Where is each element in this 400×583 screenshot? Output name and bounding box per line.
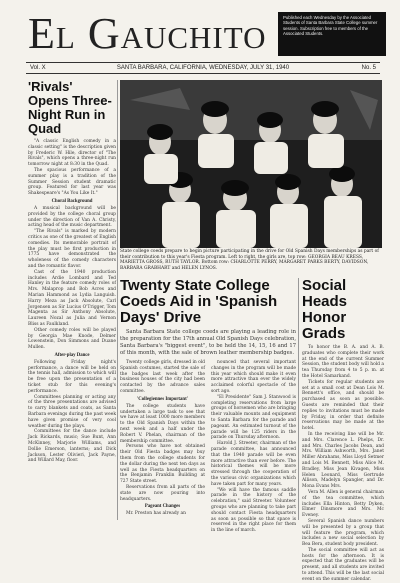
subhead: Choral Background bbox=[51, 198, 93, 204]
social-heads-article bbox=[302, 278, 384, 583]
paragraph: "A classic English comedy in a classic setting" is the description given by Frederic W. Hile, director of "The Rivals", which opens a three-night run tomorrow night at 8:30 in the Quad. bbox=[28, 139, 116, 168]
paragraph: nounced that several important changes in the program will be made this year which should make it even more attractive than ever the widely acclaimed colorful spectacle of the sort ago. bbox=[211, 360, 296, 394]
group-photo bbox=[120, 80, 382, 248]
paragraph: The college students have undertaken a large task to see that we have at least 1000 more members to the Old Spanish Days within the next week and a half under the Robert V. Phelan, chairman of the membership committee. bbox=[120, 403, 205, 444]
dateline bbox=[26, 62, 380, 74]
spanish-days-article bbox=[120, 278, 296, 534]
publisher-info-box: Published each Wednesday by the Associated Students of Santa Barbara State College summer session. Subscription free to members of the Associated Students. bbox=[278, 12, 386, 56]
rivals-article bbox=[28, 80, 116, 464]
volume-label: Vol. X bbox=[30, 65, 46, 71]
paragraph: Following Friday night's performance, a dance will be held on the tennis hall, admission to which will be free upon the presentation of a ticket stub for this evening's performance. bbox=[28, 359, 116, 394]
paragraph: "The Rivals" is marked by modern critics as one of the greatest of English comedies. Its memorable portrait of the play must be first production in 1775 have demonstrated the wholeness of the comedy characters and the romantic flavor. bbox=[28, 229, 116, 269]
paragraph: Mr. Preston has already an bbox=[126, 511, 187, 517]
newspaper-title: El Gauchito bbox=[28, 9, 267, 58]
column-rule bbox=[298, 278, 299, 520]
paragraph: A musical background will be provided by the college choral group under the direction of Van A. Christy, acting head of the music department. bbox=[28, 205, 116, 229]
headline: Social Heads Honor Grads bbox=[302, 277, 348, 342]
paragraph: Several Spanish dance numbers will be presented by a group that will feature the program, which includes a new social selection by Bea Bera, student body president. bbox=[302, 518, 384, 548]
column-rule bbox=[117, 80, 118, 520]
headline: 'Rivals' Opens Three-Night Run in Quad bbox=[28, 79, 112, 136]
paragraph: Harold J. Streeter, chairman of the parade committee, has announced that the 1940 parade will be even more attractive than ever before. The historical themes will be more stressed through the cooperation of the various civic organizations which have taken part for many years. bbox=[211, 441, 296, 487]
place-date: SANTA BARBARA, CALIFORNIA, WEDNESDAY, JULY 31, 1940 bbox=[116, 65, 290, 71]
subhead: Pageant Changes bbox=[144, 504, 181, 510]
paragraph: Persons who have not obtained their Old Fiesta badges may buy them from the college students for the dollar during the next ten days as well as the Fiesta headquarters on the Benjamin Franklin Building at 727 State street. bbox=[120, 444, 205, 485]
paragraph: Committees for the dance include Jack Rickards, music; Sue Bunt, Ann McKinney, Marjorie Williams, and Dollie Emerson, lanterns; and Dick Jackson, Lester Olivieri, Jack Payne, and Willard May, floor. bbox=[28, 429, 116, 464]
paragraph: Reservations from all parts of the state are now pouring into headquarters. bbox=[120, 484, 205, 502]
paragraph: Other comedy roles will be played by Georgia Mae Knode, Delmer Lowenstein, Don Simmons and Duane Mullen. bbox=[28, 327, 116, 351]
headline: Twenty State College Coeds Aid in 'Spanish Days' Drive bbox=[120, 277, 278, 326]
paragraph: In the receiving line will be Mr. and Mrs. Clarence L. Phelps, Dr. and Mrs. Charles Jacobs Dean, and Mrs. William Ashworth, Mrs. Janet Miller Abrahams, Miss Lloyd Setmer and Lois M. Bennett, Miss Alice M. Bradley, Miss Jean Kivagen, Miss Helen Leonard, Miss Gertrude Allison, Madelyn Spangler, and Dr. Mona Evans Mrs. bbox=[302, 431, 384, 490]
article-right-column bbox=[211, 360, 296, 534]
article-left-column bbox=[120, 360, 205, 534]
paragraph: Tickets for regular students are set at a small cost at Dean Lois M. Bennett's office, and should be purchased as soon as possible. Guests are reminded that their replies to invitations must be made by Friday, in order that definite reservations may be made at the hotel. bbox=[302, 379, 384, 432]
paragraph: Twenty college girls, dressed in old Spanish costumes, started the sale of the badges last week after the business houses of the city had been contacted by the advance sales committee. bbox=[120, 360, 205, 394]
masthead bbox=[0, 0, 400, 60]
article-columns bbox=[120, 360, 296, 534]
issue-number: No. 5 bbox=[361, 65, 376, 71]
paragraph: "El Presidente" Sam J. Stanwood is completing reservations from large groups of horsemen who are bringing their valuable mounts and equipment to Santa Barbara for the parade and pageant. An estimated turnout of the parade will be 125 riders in the parade on Thursday afternoon. bbox=[211, 394, 296, 441]
paragraph: Committees planning or acting any of the three presentations are advised to carry blankets and coats, as Santa Barbara evenings during the past week have given promise of very cool weather during the plays. bbox=[28, 394, 116, 429]
lead-paragraph: Santa Barbara State college coeds are playing a leading role in the preparation for the 17th annual Old Spanish Days celebration, Santa Barbara's "biggest event", to be held the 14, 15, 16 and 17 of this month, with the sale of brown leather membership badges. bbox=[120, 329, 296, 356]
paragraph: Vera M. Allen is general chairman of the tea committee, which includes Ella Hinton, Betty Dyken, Elmer Dinsmore and Mrs. Mc Eveney. bbox=[302, 489, 384, 519]
photo-caption: State college coeds prepare to begin picture participating in the drive for Old Spanish Days memberships as part of their contribution to this year's Fiesta program. Left to right, the girls are, top row: GEORGIA BEAU KRESS, MARIETTA GROSS, RUTH TAYLOR. Bottom row: CHARLOTTE PERRY, MARGARET PARKS BERTY, DAVIDSON, BARBARA GRABHART and HELEN LYNOS. bbox=[120, 249, 379, 271]
paragraph: Cast of the 1940 production includes Ardie Lombard and Ted Hanley in the feature comedy roles of Mrs. Malaprop and Bob Acres and Marian Hammond as Lydia Languish. Harry Meza as Jack Absolute, Carl Jorgensen as Sir Lucius O'Trigger, Tom Magenta as Sir Anthony Absolute, Laureen Nozal as Julia and Vernon Bliss as Faulkland. bbox=[28, 269, 116, 327]
subhead: 'Collegiennes Important' bbox=[136, 396, 189, 402]
photo-illustration bbox=[120, 80, 382, 248]
paragraph: The spacious performance of a summer play is a tradition of the Summer Session student dramatic group. Featured for last year was Shakespeare's "As You Like It." bbox=[28, 167, 116, 197]
subhead: After-play Dance bbox=[54, 352, 90, 358]
paragraph: "We will have the famous saddle parade in the history of the celebration," said Streeter. Volunteer groups who are planning to take part should contact Fiesta headquarters as soon as possible so that space is reserved in the right place for them in the line of march. bbox=[211, 487, 296, 534]
paragraph: The social committee will act as hosts for the afternoon. It is expected that the graduates will be present, and all students are invited to attend. This will be the last social event on the summer calendar. bbox=[302, 547, 384, 582]
paragraph: To honor the B. A. and A. B. graduates who complete their work at the end of the current Summer Session, the student body will hold a tea Thursday from 4 to 5 p. m. at the Hotel Samarkand. bbox=[302, 345, 384, 379]
